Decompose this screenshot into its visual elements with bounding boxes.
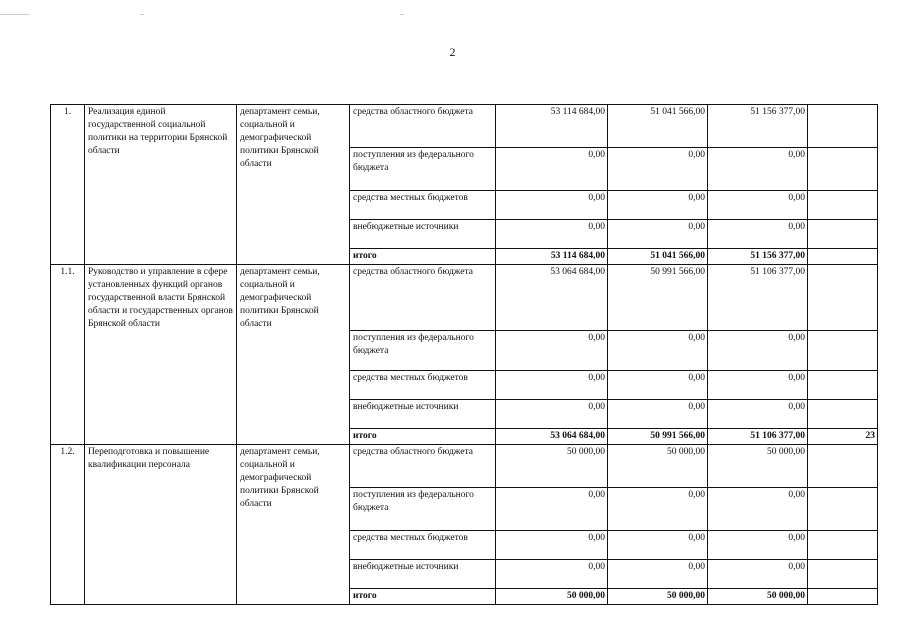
section-executor: департамент семьи, социальной и демографической политики Брянской области	[237, 265, 350, 445]
amount-year-1: 0,00	[496, 220, 608, 249]
amount-year-2: 0,00	[608, 371, 708, 400]
page-number: 2	[449, 45, 456, 59]
amount-year-1: 53 114 684,00	[496, 105, 608, 148]
amount-year-3: 50 000,00	[708, 589, 808, 605]
amount-year-1: 0,00	[496, 371, 608, 400]
amount-year-3: 51 106 377,00	[708, 429, 808, 445]
indicator-cell: 23	[808, 429, 878, 445]
amount-year-1: 0,00	[496, 488, 608, 531]
indicator-cell	[808, 265, 878, 331]
amount-year-3: 0,00	[708, 148, 808, 191]
amount-year-1: 0,00	[496, 400, 608, 429]
funding-source: внебюджетные источники	[350, 560, 496, 589]
funding-source: средства областного бюджета	[350, 445, 496, 488]
amount-year-2: 0,00	[608, 148, 708, 191]
amount-year-2: 50 991 566,00	[608, 429, 708, 445]
indicator-cell	[808, 488, 878, 531]
amount-year-3: 0,00	[708, 191, 808, 220]
amount-year-1: 50 000,00	[496, 589, 608, 605]
amount-year-3: 0,00	[708, 400, 808, 429]
amount-year-3: 0,00	[708, 220, 808, 249]
amount-year-1: 0,00	[496, 531, 608, 560]
amount-year-2: 51 041 566,00	[608, 249, 708, 265]
section-index: 1.1.	[51, 265, 85, 445]
indicator-cell	[808, 560, 878, 589]
amount-year-2: 0,00	[608, 488, 708, 531]
amount-year-1: 53 064 684,00	[496, 429, 608, 445]
scan-artifact-line	[0, 14, 30, 15]
funding-source: средства местных бюджетов	[350, 371, 496, 400]
amount-year-3: 0,00	[708, 531, 808, 560]
funding-source: итого	[350, 589, 496, 605]
section-index: 1.	[51, 105, 85, 265]
table-row	[51, 105, 878, 148]
funding-source: поступления из федерального бюджета	[350, 331, 496, 371]
amount-year-2: 0,00	[608, 531, 708, 560]
amount-year-1: 53 064 684,00	[496, 265, 608, 331]
amount-year-1: 0,00	[496, 331, 608, 371]
amount-year-1: 0,00	[496, 560, 608, 589]
funding-source: поступления из федерального бюджета	[350, 488, 496, 531]
scan-artifact-line	[140, 14, 144, 15]
section-executor: департамент семьи, социальной и демографической политики Брянской области	[237, 105, 350, 265]
indicator-cell	[808, 191, 878, 220]
amount-year-2: 50 991 566,00	[608, 265, 708, 331]
amount-year-3: 0,00	[708, 371, 808, 400]
section-name: Реализация единой государственной социальной политики на территории Брянской области	[85, 105, 237, 265]
amount-year-2: 0,00	[608, 560, 708, 589]
section-executor: департамент семьи, социальной и демографической политики Брянской области	[237, 445, 350, 605]
funding-source: внебюджетные источники	[350, 400, 496, 429]
table-row	[51, 265, 878, 331]
budget-table	[50, 104, 878, 605]
amount-year-2: 50 000,00	[608, 445, 708, 488]
indicator-cell	[808, 531, 878, 560]
section-name: Переподготовка и повышение квалификации персонала	[85, 445, 237, 605]
indicator-cell	[808, 400, 878, 429]
indicator-cell	[808, 249, 878, 265]
amount-year-1: 0,00	[496, 191, 608, 220]
funding-source: средства местных бюджетов	[350, 191, 496, 220]
table-row	[51, 445, 878, 488]
amount-year-3: 0,00	[708, 331, 808, 371]
amount-year-2: 0,00	[608, 400, 708, 429]
amount-year-1: 50 000,00	[496, 445, 608, 488]
amount-year-3: 50 000,00	[708, 445, 808, 488]
amount-year-2: 0,00	[608, 220, 708, 249]
amount-year-3: 51 156 377,00	[708, 105, 808, 148]
amount-year-2: 0,00	[608, 191, 708, 220]
indicator-cell	[808, 220, 878, 249]
funding-source: итого	[350, 429, 496, 445]
funding-source: средства областного бюджета	[350, 265, 496, 331]
amount-year-3: 51 106 377,00	[708, 265, 808, 331]
indicator-cell	[808, 445, 878, 488]
funding-source: средства местных бюджетов	[350, 531, 496, 560]
amount-year-3: 0,00	[708, 488, 808, 531]
amount-year-2: 0,00	[608, 331, 708, 371]
amount-year-3: 0,00	[708, 560, 808, 589]
amount-year-3: 51 156 377,00	[708, 249, 808, 265]
amount-year-2: 51 041 566,00	[608, 105, 708, 148]
indicator-cell	[808, 148, 878, 191]
amount-year-2: 50 000,00	[608, 589, 708, 605]
scan-artifact-line	[400, 14, 404, 15]
amount-year-1: 0,00	[496, 148, 608, 191]
indicator-cell	[808, 371, 878, 400]
indicator-cell	[808, 331, 878, 371]
amount-year-1: 53 114 684,00	[496, 249, 608, 265]
funding-source: поступления из федерального бюджета	[350, 148, 496, 191]
section-name: Руководство и управление в сфере установленных функций органов государственной власти Брянской области и государственных органов Брянской области	[85, 265, 237, 445]
funding-source: средства областного бюджета	[350, 105, 496, 148]
funding-source: итого	[350, 249, 496, 265]
indicator-cell	[808, 589, 878, 605]
section-index: 1.2.	[51, 445, 85, 605]
funding-source: внебюджетные источники	[350, 220, 496, 249]
indicator-cell	[808, 105, 878, 148]
